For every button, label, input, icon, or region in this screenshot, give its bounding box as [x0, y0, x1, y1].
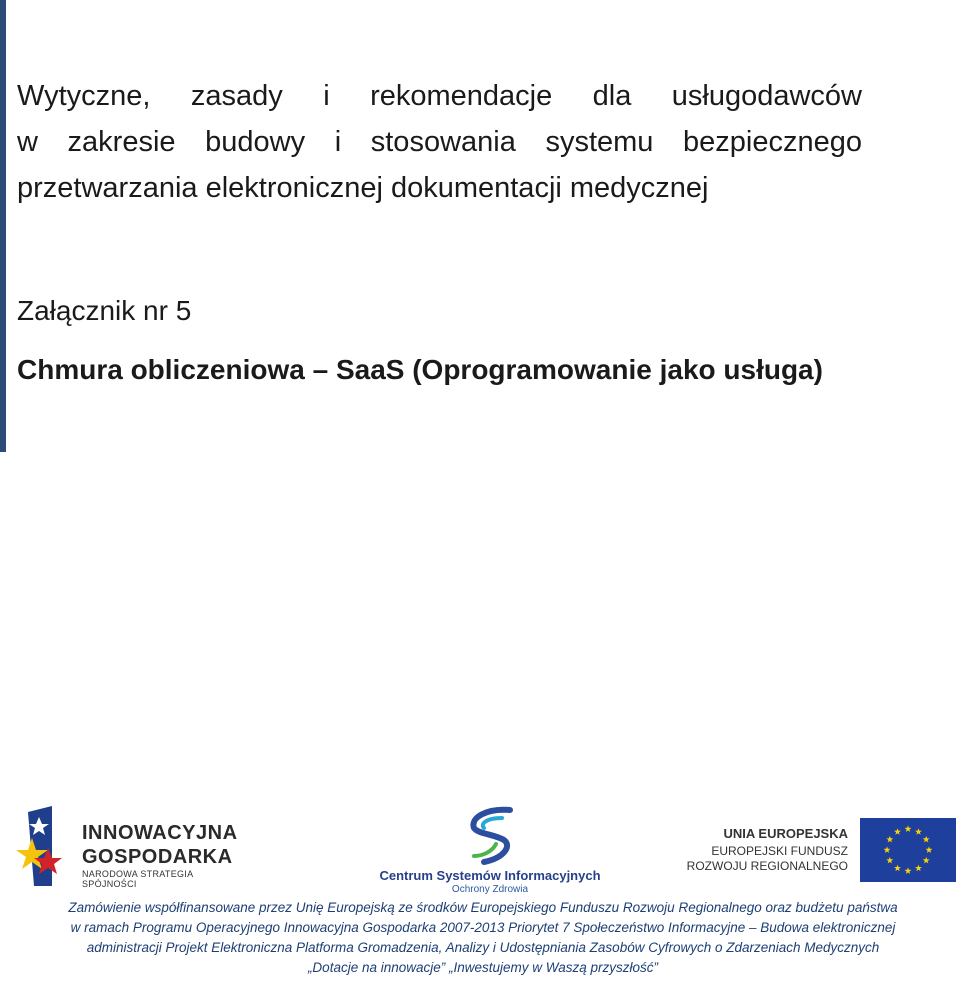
csioz-logo: [378, 804, 602, 896]
innowacyjna-gospodarka-logo: [8, 806, 248, 888]
eu-logo-line-3: ROZWOJU REGIONALNEGO: [686, 859, 848, 873]
annex-label: Załącznik nr 5: [17, 295, 192, 326]
document-subtitle: Chmura obliczeniowa – SaaS (Oprogramowanie jako usługa): [17, 354, 823, 385]
csioz-logo-line-1: Centrum Systemów Informacyjnych: [379, 868, 601, 883]
eu-logo-line-1: UNIA EUROPEJSKA: [723, 826, 848, 841]
eu-fund-logo: [688, 818, 956, 884]
csioz-logo-line-2: Ochrony Zdrowia: [451, 884, 529, 895]
nss-star-emblem-icon: [8, 806, 74, 886]
csioz-swoosh-icon: [460, 804, 520, 866]
document-title-line-2: w zakresie budowy i stosowania systemu bezpiecznego: [17, 126, 862, 158]
footer-line-4: „Dotacje na innowacje” „Inwestujemy w Waszą przyszłość”: [307, 960, 659, 975]
document-title-line-1: Wytyczne, zasady i rekomendacje dla usługodawców: [17, 80, 862, 112]
footer-line-2: w ramach Programu Operacyjnego Innowacyjna Gospodarka 2007-2013 Priorytet 7 Społeczeństwo Informacyjne – Budowa elektronicznej: [70, 920, 896, 935]
innowacyjna-logo-line-2: GOSPODARKA: [82, 846, 233, 868]
footer-line-1: Zamówienie współfinansowane przez Unię Europejską ze środków Europejskiego Funduszu Rozwoju Regionalnego oraz budżetu państwa: [68, 900, 898, 915]
document-title-line-3: przetwarzania elektronicznej dokumentacji medycznej: [17, 172, 709, 204]
innowacyjna-logo-line-1: INNOWACYJNA: [82, 822, 238, 844]
eu-logo-line-2: EUROPEJSKI FUNDUSZ: [711, 844, 848, 858]
eu-flag-icon: [860, 818, 956, 882]
footer-line-3: administracji Projekt Elektroniczna Platforma Gromadzenia, Analizy i Udostępniania Zasobów Cyfrowych o Zdarzeniach Medycznych: [86, 940, 880, 955]
left-margin-bar: [0, 0, 6, 452]
innowacyjna-logo-line-3: NARODOWA STRATEGIA SPÓJNOŚCI: [82, 869, 193, 889]
funding-footer: [6, 898, 960, 978]
